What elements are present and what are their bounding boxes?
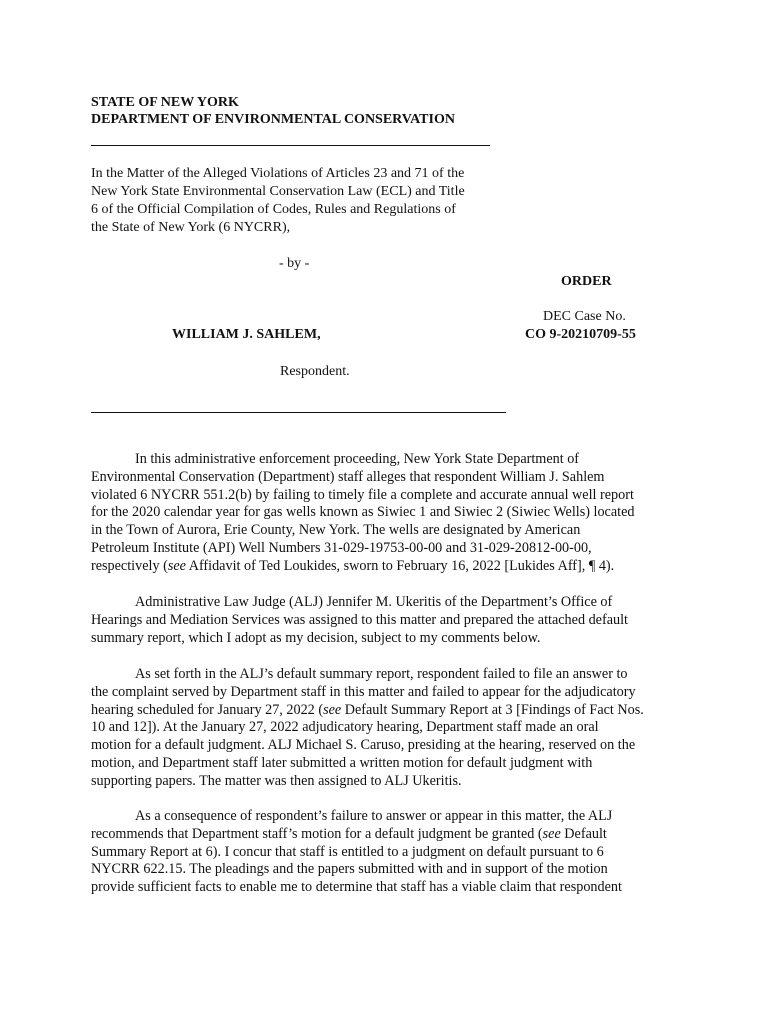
paragraph-line	[91, 504, 634, 522]
text-run: respectively (	[91, 557, 168, 574]
order-title: ORDER	[561, 274, 612, 289]
matter-line: New York State Environmental Conservation Law (ECL) and Title	[91, 184, 465, 199]
text-run: Summary Report at 6). I concur that staff is entitled to a judgment on default pursuant to 6	[91, 843, 604, 860]
text-run: Hearings and Mediation Services was assigned to this matter and prepared the attached default	[91, 611, 628, 628]
text-run: supporting papers. The matter was then assigned to ALJ Ukeritis.	[91, 772, 462, 789]
text-run: summary report, which I adopt as my decision, subject to my comments below.	[91, 629, 541, 646]
text-run: Environmental Conservation (Department) staff alleges that respondent William J. Sahlem	[91, 468, 605, 485]
matter-line: the State of New York (6 NYCRR),	[91, 220, 291, 235]
text-run: Affidavit of Ted Loukides, sworn to February 16, 2022 [Lukides Aff], ¶ 4).	[185, 557, 615, 574]
paragraph-line	[91, 879, 622, 897]
text-run: In this administrative enforcement proceeding, New York State Department of	[135, 451, 580, 467]
paragraph-line	[91, 487, 634, 505]
case-number: CO 9-20210709-55	[525, 327, 636, 342]
respondent-label: Respondent.	[280, 364, 350, 379]
citation-signal: see	[323, 701, 342, 718]
text-run: As a consequence of respondent’s failure to answer or appear in this matter, the ALJ	[135, 808, 613, 824]
text-run: Administrative Law Judge (ALJ) Jennifer M. Ukeritis of the Department’s Office of	[135, 594, 613, 610]
text-run: 10 and 12]). At the January 27, 2022 adjudicatory hearing, Department staff made an oral	[91, 719, 599, 736]
paragraph-line	[91, 737, 644, 755]
state-heading: STATE OF NEW YORK	[91, 95, 239, 110]
paragraph-line	[91, 684, 644, 702]
text-run: the complaint served by Department staff in this matter and failed to appear for the adjudicatory	[91, 683, 636, 700]
by-label: - by -	[279, 256, 310, 271]
text-run: motion, and Department staff later submitted a written motion for default judgment with	[91, 754, 593, 771]
text-run: violated 6 NYCRR 551.2(b) by failing to timely file a complete and accurate annual well report	[91, 486, 634, 503]
citation-signal: see	[542, 825, 561, 842]
case-label: DEC Case No.	[543, 309, 626, 324]
text-run: Default	[560, 825, 607, 842]
paragraph-line	[91, 702, 644, 720]
paragraph-3	[91, 666, 644, 791]
paragraph-1	[91, 451, 634, 576]
matter-line: In the Matter of the Alleged Violations of Articles 23 and 71 of the	[91, 166, 465, 181]
paragraph-line	[91, 451, 634, 469]
paragraph-line	[91, 612, 628, 630]
paragraph-line	[91, 666, 644, 684]
text-run: hearing scheduled for January 27, 2022 (	[91, 701, 324, 718]
text-run: for the 2020 calendar year for gas wells known as Siwiec 1 and Siwiec 2 (Siwiec Wells) located	[91, 504, 635, 521]
citation-signal: see	[167, 557, 186, 574]
paragraph-line	[91, 844, 622, 862]
text-run: motion for a default judgment. ALJ Michael S. Caruso, presiding at the hearing, reserved on the	[91, 737, 636, 754]
paragraph-line	[91, 558, 634, 576]
caption-bottom-rule	[91, 412, 506, 413]
paragraph-line	[91, 808, 622, 826]
paragraph-line	[91, 594, 628, 612]
text-run: provide sufficient facts to enable me to determine that staff has a viable claim that respondent	[91, 879, 622, 896]
text-run: Default Summary Report at 3 [Findings of Fact Nos.	[341, 701, 644, 718]
text-run: Petroleum Institute (API) Well Numbers 31-029-19753-00-00 and 31-029-20812-00-00,	[91, 539, 592, 556]
paragraph-line	[91, 719, 644, 737]
caption-top-rule	[91, 145, 490, 146]
paragraph-line	[91, 755, 644, 773]
paragraph-line	[91, 861, 622, 879]
paragraph-line	[91, 522, 634, 540]
paragraph-line	[91, 540, 634, 558]
paragraph-line	[91, 469, 634, 487]
paragraph-2	[91, 594, 628, 647]
respondent-name: WILLIAM J. SAHLEM,	[172, 327, 321, 342]
matter-line: 6 of the Official Compilation of Codes, Rules and Regulations of	[91, 202, 456, 217]
paragraph-line	[91, 826, 622, 844]
text-run: recommends that Department staff’s motion for a default judgment be granted (	[91, 825, 543, 842]
department-heading: DEPARTMENT OF ENVIRONMENTAL CONSERVATION	[91, 112, 455, 127]
text-run: NYCRR 622.15. The pleadings and the papers submitted with and in support of the motion	[91, 861, 608, 878]
paragraph-line	[91, 773, 644, 791]
text-run: As set forth in the ALJ’s default summary report, respondent failed to file an answer to	[135, 666, 628, 682]
text-run: in the Town of Aurora, Erie County, New York. The wells are designated by American	[91, 522, 581, 539]
paragraph-4	[91, 808, 622, 897]
paragraph-line	[91, 630, 628, 648]
